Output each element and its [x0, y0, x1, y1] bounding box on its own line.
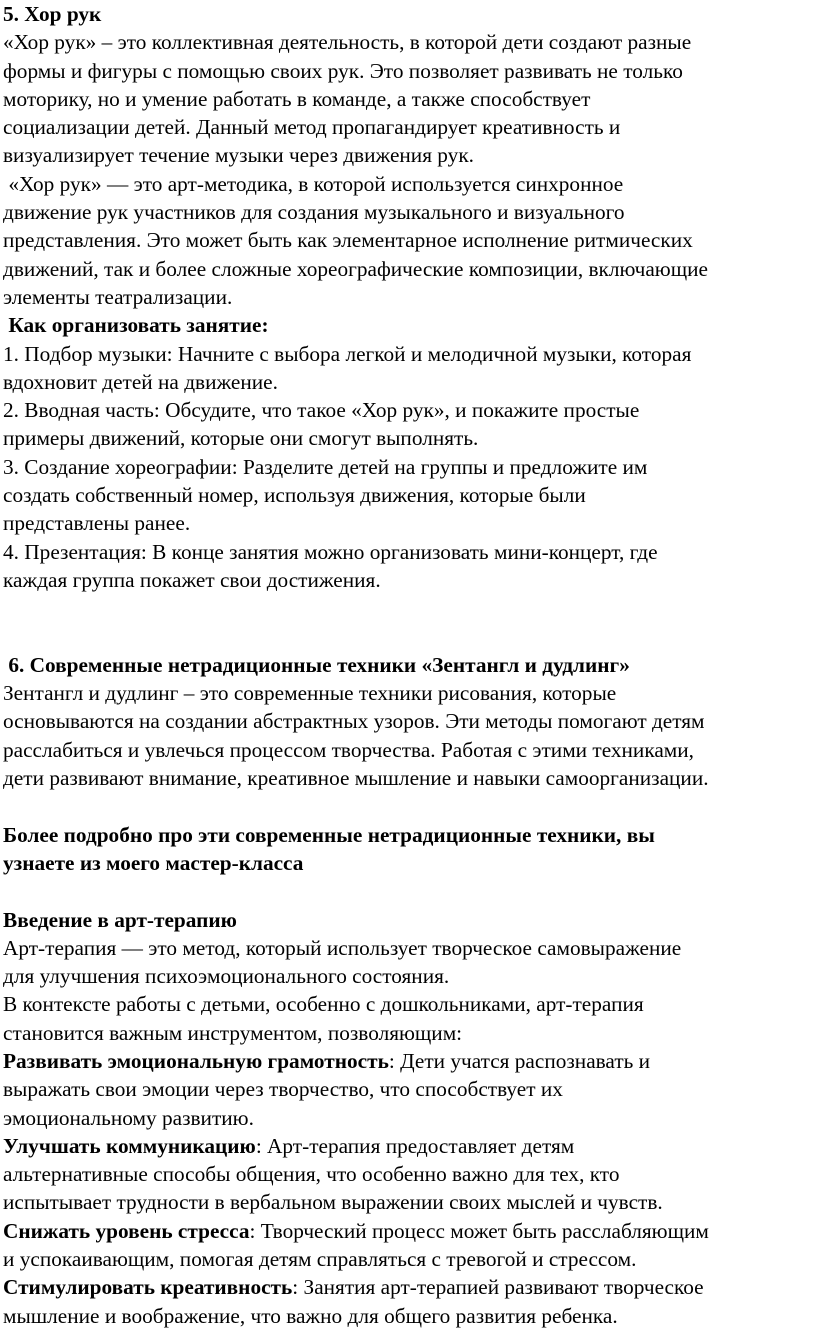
- art-therapy-heading: Введение в арт-терапию: [3, 907, 237, 932]
- step-line: создать собственный номер, используя движения, которые были: [3, 483, 586, 508]
- text-line: дети развивают внимание, креативное мышление и навыки самоорганизации.: [3, 766, 709, 791]
- blank-space: [3, 594, 812, 651]
- text-line: выражать свои эмоции через творчество, что способствует их: [3, 1077, 563, 1102]
- text-line: расслабиться и увлечься процессом творчества. Работая с этими техниками,: [3, 737, 694, 762]
- text-line: социализации детей. Данный метод пропагандирует креативность и: [3, 115, 621, 140]
- text-line: становится важным инструментом, позволяющим:: [3, 1020, 463, 1045]
- text-line: формы и фигуры с помощью своих рук. Это позволяет развивать не только: [3, 58, 683, 83]
- section-6-title: 6. Современные нетрадиционные техники «Зентангл и дудлинг»: [3, 652, 630, 677]
- text-line: В контексте работы с детьми, особенно с дошкольниками, арт-терапия: [3, 992, 644, 1017]
- item-term: Улучшать коммуникацию: [3, 1133, 256, 1158]
- text-line: движений, так и более сложные хореографические композиции, включающие: [3, 256, 708, 281]
- text-line: альтернативные способы общения, что особенно важно для тех, кто: [3, 1162, 620, 1187]
- text-line: и успокаивающим, помогая детям справляться с тревогой и стрессом.: [3, 1247, 637, 1272]
- art-therapy-intro: [3, 934, 812, 1047]
- step-line: 3. Создание хореографии: Разделите детей на группы и предложите им: [3, 454, 648, 479]
- art-therapy-item: [3, 1273, 812, 1330]
- item-term: Снижать уровень стресса: [3, 1218, 250, 1243]
- item-term: Развивать эмоциональную грамотность: [3, 1048, 389, 1073]
- text-line: моторику, но и умение работать в команде, а также способствует: [3, 86, 591, 111]
- text-line: «Хор рук» — это арт-методика, в которой используется синхронное: [3, 171, 624, 196]
- section-5-title: 5. Хор рук: [3, 2, 102, 26]
- step-line: вдохновит детей на движение.: [3, 369, 278, 394]
- section-6-paragraph: [3, 679, 812, 792]
- text-line: основываются на создании абстрактных узоров. Эти методы помогают детям: [3, 709, 705, 734]
- text-line: «Хор рук» – это коллективная деятельность, в которой дети создают разные: [3, 30, 692, 55]
- organize-steps: [3, 340, 812, 595]
- item-text: : Творческий процесс может быть расслабляющим: [249, 1218, 709, 1243]
- step-line: каждая группа покажет свои достижения.: [3, 567, 381, 592]
- text-line: визуализирует течение музыки через движения рук.: [3, 143, 474, 168]
- art-therapy-item: [3, 1132, 812, 1217]
- art-therapy-item: [3, 1217, 812, 1274]
- item-first-line: [3, 1217, 812, 1245]
- step-line: 2. Вводная часть: Обсудите, что такое «Хор рук», и покажите простые: [3, 398, 640, 423]
- item-first-line: [3, 1132, 812, 1160]
- item-text: : Арт-терапия предоставляет детям: [255, 1133, 575, 1158]
- step-line: примеры движений, которые они смогут выполнять.: [3, 426, 479, 451]
- art-therapy-item: [3, 1047, 812, 1132]
- text-line: Более подробно про эти современные нетрадиционные техники, вы: [3, 822, 655, 847]
- section-5-paragraph-2: [3, 170, 812, 311]
- blank-space: [3, 877, 812, 905]
- text-line: испытывает трудности в вербальном выражении своих мыслей и чувств.: [3, 1190, 663, 1215]
- organize-heading: Как организовать занятие:: [3, 313, 269, 338]
- text-line: мышление и воображение, что важно для общего развития ребенка.: [3, 1303, 618, 1328]
- item-term: Стимулировать креативность: [3, 1275, 293, 1300]
- step-line: 1. Подбор музыки: Начните с выбора легкой и мелодичной музыки, которая: [3, 341, 692, 366]
- section-5-paragraph-1: [3, 28, 812, 169]
- item-first-line: [3, 1273, 812, 1301]
- item-text: : Занятия арт-терапией развивают творческое: [292, 1275, 704, 1300]
- item-first-line: [3, 1047, 812, 1075]
- item-text: : Дети учатся распознавать и: [388, 1048, 651, 1073]
- step-line: представлены ранее.: [3, 511, 191, 536]
- step-line: 4. Презентация: В конце занятия можно организовать мини-концерт, где: [3, 539, 658, 564]
- blank-space: [3, 792, 812, 820]
- text-line: для улучшения психоэмоционального состояния.: [3, 964, 450, 989]
- text-line: эмоциональному развитию.: [3, 1105, 254, 1130]
- text-line: узнаете из моего мастер-класса: [3, 850, 304, 875]
- text-line: Зентангл и дудлинг – это современные техники рисования, которые: [3, 681, 617, 706]
- text-line: движение рук участников для создания музыкального и визуального: [3, 200, 625, 225]
- master-class-note: [3, 821, 812, 878]
- text-line: Арт-терапия — это метод, который использует творческое самовыражение: [3, 935, 682, 960]
- text-line: элементы театрализации.: [3, 284, 233, 309]
- text-line: представления. Это может быть как элементарное исполнение ритмических: [3, 228, 693, 253]
